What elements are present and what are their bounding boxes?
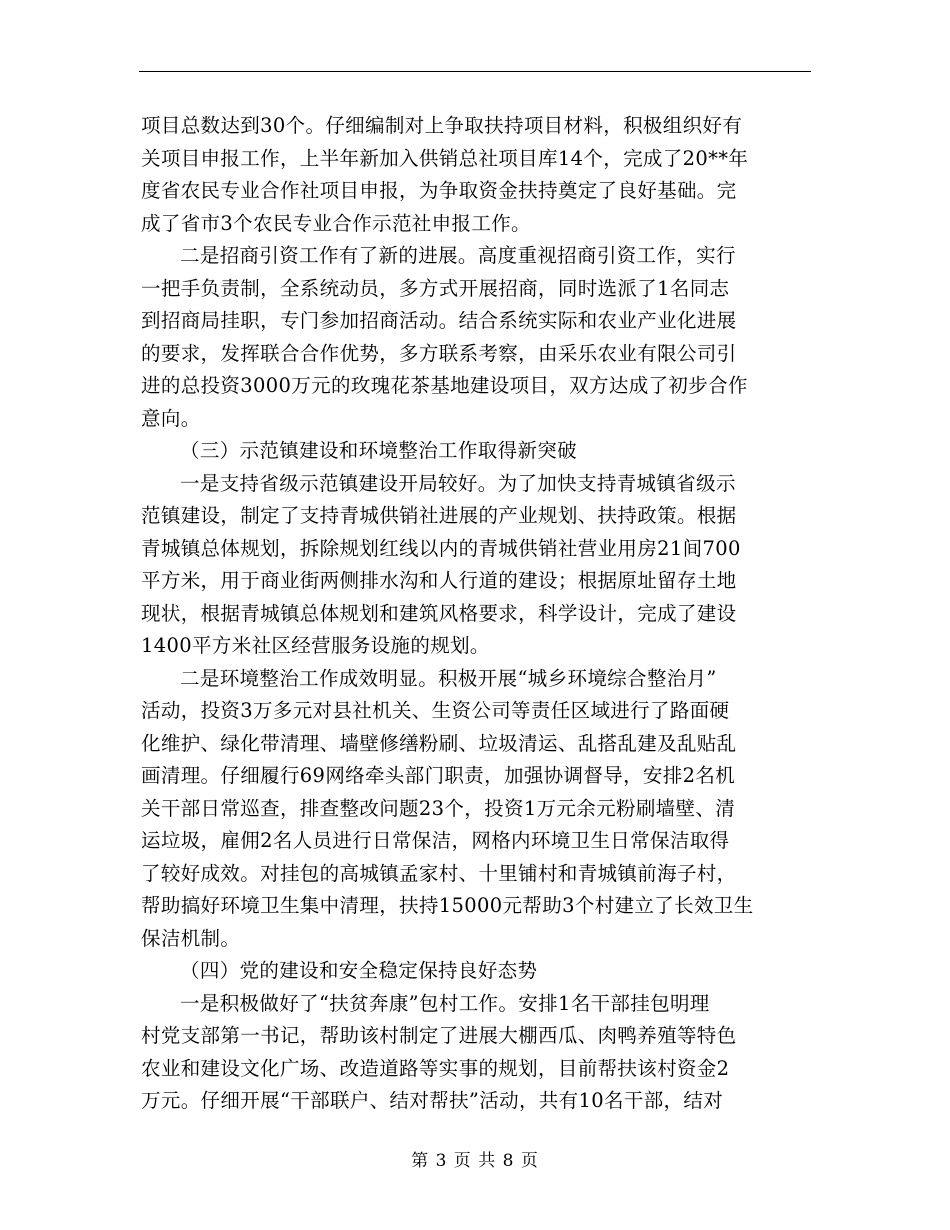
text-line: 村党支部第一书记，帮助该村制定了进展大棚西瓜、肉鸭养殖等特色 <box>141 1024 737 1047</box>
section-heading: （四）党的建设和安全稳定保持良好态势 <box>180 959 538 982</box>
text-line: 范镇建设，制定了支持青城供销社进展的产业规划、扶持政策。根据 <box>141 504 737 527</box>
text-line: 1400平方米社区经营服务设施的规划。 <box>141 634 490 657</box>
paragraph-start-line: 一是支持省级示范镇建设开局较好。为了加快支持青城镇省级示 <box>180 471 736 495</box>
text-line: 到招商局挂职，专门参加招商活动。结合系统实际和农业产业化进展 <box>141 309 737 332</box>
paragraph-start-line: 二是环境整治工作成效明显。积极开展“城乡环境综合整治月” <box>180 666 717 690</box>
text-line: 现状，根据青城镇总体规划和建筑风格要求，科学设计，完成了建设 <box>141 601 737 625</box>
text-line: 平方米，用于商业街两侧排水沟和人行道的建设；根据原址留存土地 <box>141 569 737 592</box>
text-line: 项目总数达到30个。仔细编制对上争取扶持项目材料，积极组织好有 <box>141 114 743 137</box>
text-line: 帮助搞好环境卫生集中清理，扶持15000元帮助3个村建立了长效卫生 <box>141 894 754 917</box>
section-heading: （三）示范镇建设和环境整治工作取得新突破 <box>180 439 578 462</box>
text-line: 度省农民专业合作社项目申报，为争取资金扶持奠定了良好基础。完 <box>141 179 737 202</box>
text-line: 的要求，发挥联合合作优势，多方联系考察，由采乐农业有限公司引 <box>141 341 737 365</box>
text-line: 活动，投资3万多元对县社机关、生资公司等责任区域进行了路面硬 <box>141 699 730 722</box>
text-line: 了较好成效。对挂包的高城镇孟家村、十里铺村和青城镇前海子村， <box>141 861 737 885</box>
text-line: 农业和建设文化广场、改造道路等实事的规划，目前帮扶该村资金2 <box>141 1056 730 1080</box>
text-line: 运垃圾，雇佣2名人员进行日常保洁，网格内环境卫生日常保洁取得 <box>141 829 730 852</box>
header-rule <box>139 71 811 72</box>
text-line: 画清理。仔细履行69网络牵头部门职责，加强协调督导，安排2名机 <box>141 764 736 787</box>
paragraph-start-line: 一是积极做好了“扶贫奔康”包村工作。安排1名干部挂包明理 <box>180 991 710 1015</box>
text-line: 意向。 <box>141 406 201 430</box>
text-line: 一把手负责制，全系统动员，多方式开展招商，同时选派了1名同志 <box>141 276 730 300</box>
text-line: 成了省市3个农民专业合作示范社申报工作。 <box>141 211 531 235</box>
paragraph-start-line: 二是招商引资工作有了新的进展。高度重视招商引资工作，实行 <box>180 244 736 267</box>
document-body <box>141 110 809 1118</box>
page-number-footer: 第 3 页 共 8 页 <box>411 1151 539 1171</box>
text-line: 保洁机制。 <box>141 926 241 950</box>
text-line: 关项目申报工作，上半年新加入供销总社项目库14个，完成了20**年 <box>141 146 749 170</box>
text-line: 进的总投资3000万元的玫瑰花茶基地建设项目，双方达成了初步合作 <box>141 374 748 397</box>
text-line: 万元。仔细开展“干部联户、结对帮扶”活动，共有10名干部，结对 <box>141 1089 724 1112</box>
text-line: 关干部日常巡查，排查整改问题23个，投资1万元余元粉刷墙壁、清 <box>141 796 736 820</box>
text-line: 化维护、绿化带清理、墙壁修缮粉刷、垃圾清运、乱搭乱建及乱贴乱 <box>141 731 737 755</box>
text-line: 青城镇总体规划，拆除规划红线以内的青城供销社营业用房21间700 <box>141 536 741 560</box>
